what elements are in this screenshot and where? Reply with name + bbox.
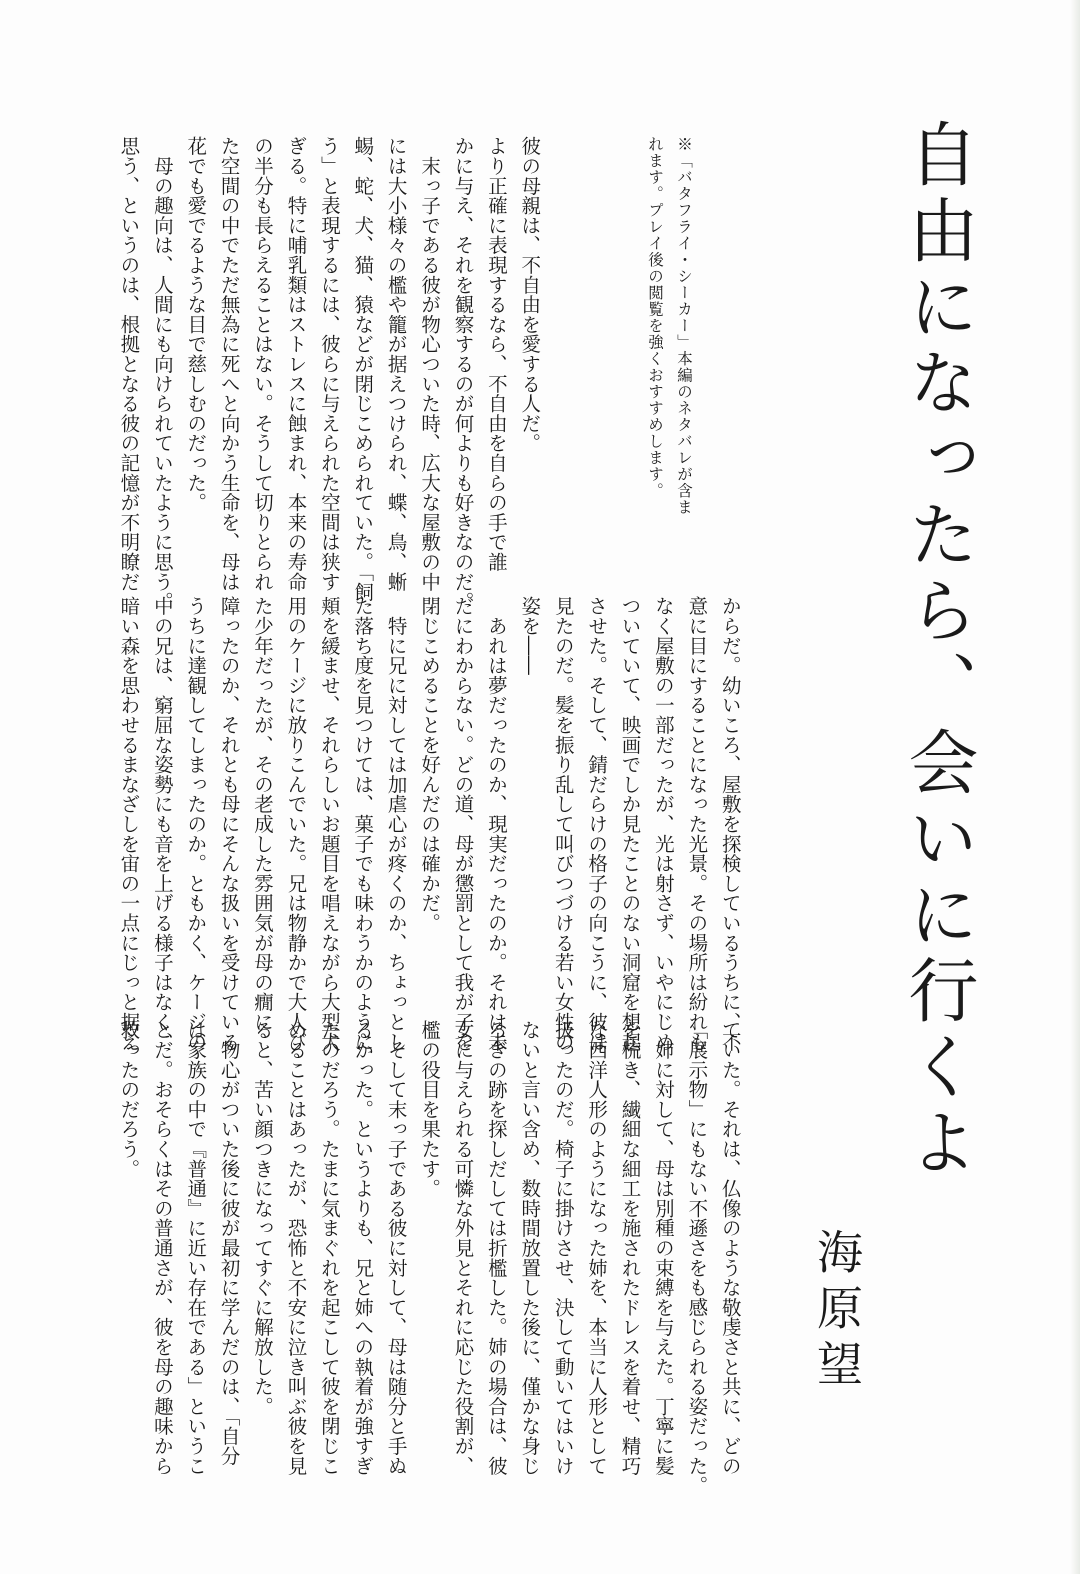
text-block-upper: 彼の母親は、不自由を愛する人だ。 より正確に表現するなら、不自由を自らの手で誰 かに与え、それを観察するのが何よりも好きなのだ。 末っ子である彼が物心ついた時、広大な屋敷の中 には大小様々の檻や籠が据えつけられ、蝶、鳥、蜥 蜴、蛇、犬、猫、猿などが閉じこめられていた。「飼 う」と表現するには、彼らに与えられた空間は狭す ぎる。特に哺乳類はストレスに蝕まれ、本来の寿命 の半分も長らえることはない。そうして切りとられ た空間の中でただ無為に死へと向かう生命を、母は 花でも愛でるような目で慈しむのだった。 母の趣向は、人間にも向けられていたように思う。 思う、というのは、根拠となる彼の記憶が不明瞭だ xyxy=(117,136,542,612)
text-block-middle: からだ。幼いころ、屋敷を探検しているうちに、不 意に目にすることになった光景。その場所は紛れも なく屋敷の一部だったが、光は射さず、いやにじめ ついていて、映画でしか見たことのない洞窟を想起 させた。そして、錆だらけの格子の向こうに、彼は 見たのだ。髪を振り乱して叫びつづける若い女性の 姿を―― あれは夢だったのか、現実だったのか。それは未 だにわからない。どの道、母が懲罰として我が子を 閉じこめることを好んだのは確かだ。 特に兄に対しては加虐心が疼くのか、ちょっとし た落ち度を見つけては、菓子でも味わうかのように 頬を緩ませ、それらしいお題目を唱えながら大型犬 用のケージに放りこんでいた。兄は物静かで大人び た少年だったが、その老成した雰囲気が母の癇に 障ったのか、それとも母にそんな扱いを受けている うちに達観してしまったのか。ともかく、ケージの 中の兄は、窮屈な姿勢にも音を上げる様子はなく、 暗い森を思わせるまなざしを宙の一点にじっと据え xyxy=(117,596,742,1052)
story-title: 自由になったら、会いに行くよ xyxy=(897,118,979,1182)
spoiler-note: ※「バタフライ・シーカー」本編のネタバレが含ま れます。プレイ後の閲覧を強くおすすめします。 xyxy=(646,136,693,516)
page-edge xyxy=(1070,0,1080,1574)
text-block-lower: ていた。それは、仏像のような敬虔さと共に、どの 「展示物」にもない不遜さをも感じられる姿だった。 姉に対して、母は別種の束縛を与えた。丁寧に髪 を梳き、繊細な細工を施されたドレスを着せ、精巧 な西洋人形のようになった姉を、本当に人形として 扱ったのだ。椅子に掛けさせ、決して動いてはいけ ないと言い含め、数時間放置した後に、僅かな身じ ろぎの跡を探しだしては折檻した。姉の場合は、彼 女に与えられる可憐な外見とそれに応じた役割が、 檻の役目を果たす。 そして末っ子である彼に対して、母は随分と手ぬ るかった。というよりも、兄と姉への執着が強すぎ たのだろう。たまに気まぐれを起こして彼を閉じこ めることはあったが、恐怖と不安に泣き叫ぶ彼を見 ると、苦い顔つきになってすぐに解放した。 物心がついた後に彼が最初に学んだのは、「自分 は家族の中で『普通』に近い存在である」というこ とだ。おそらくはその普通さが、彼を母の趣味から 救ったのだろう。 xyxy=(117,1020,742,1496)
author-name: 海原望 xyxy=(810,1228,864,1396)
